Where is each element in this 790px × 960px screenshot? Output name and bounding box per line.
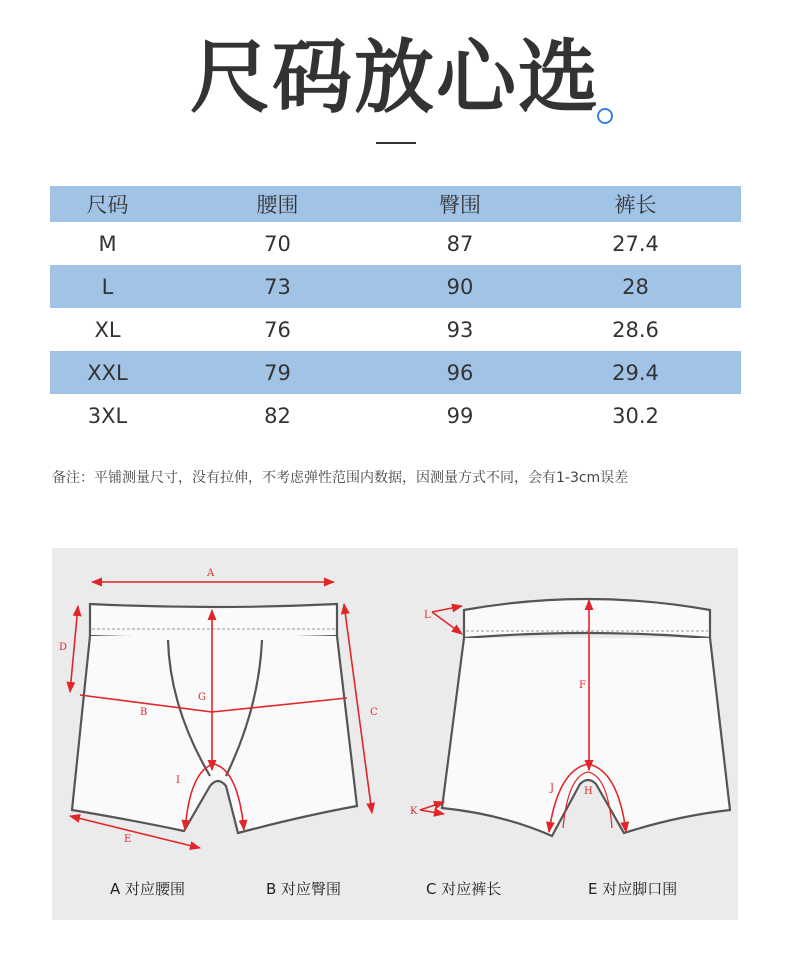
table-cell: 96 [390,351,530,394]
header-size: 尺码 [50,186,165,222]
letter-f: F [579,680,586,691]
page-title: 尺码放心选 [190,31,600,124]
table-row [50,265,741,308]
caption-length: C 对应裤长 [426,880,502,898]
title-underline [376,142,416,144]
back-view [442,599,730,836]
table-header-row [50,186,741,222]
caption-leg-opening: E 对应脚口围 [588,880,678,898]
size-table [50,186,741,437]
table-row [50,394,741,437]
header-hip: 臀围 [390,186,530,222]
letter-k: K [410,806,418,817]
table-cell: 76 [264,317,291,342]
table-cell: 30.2 [612,403,659,428]
table-row [50,222,741,265]
table-cell: 99 [446,403,474,428]
letter-g: G [198,692,206,703]
table-cell: 79 [165,351,390,394]
table-row [50,308,741,351]
letter-a: A [207,568,215,579]
table-cell: 93 [446,317,474,342]
measurement-note: 备注：平铺测量尺寸，没有拉伸，不考虑弹性范围内数据，因测量方式不同，会有1-3cm误差 [52,470,629,486]
caption-hip: B 对应臀围 [266,880,342,898]
table-cell: 87 [446,231,474,256]
table-cell: 29.4 [530,351,741,394]
boxer-diagram-svg [52,548,738,920]
table-cell: XL [94,317,121,342]
letter-i: I [176,775,180,786]
table-row [50,351,741,394]
header-length: 裤长 [530,186,741,222]
table-cell: XXL [50,351,165,394]
table-cell: 3XL [87,403,128,428]
table-cell: 73 [165,265,390,308]
letter-d: D [59,642,68,653]
circle-icon [597,108,613,124]
header-waist: 腰围 [165,186,390,222]
measurement-diagram [52,548,738,920]
letter-l: L [424,610,431,621]
table-cell: 90 [390,265,530,308]
letter-c: C [370,707,378,718]
front-view [72,604,357,833]
table-cell: M [98,231,117,256]
table-cell: 28 [530,265,741,308]
caption-waist: A 对应腰围 [110,880,186,898]
table-cell: 27.4 [612,231,659,256]
letter-b: B [140,707,148,718]
letter-e: E [124,834,132,845]
table-cell: 28.6 [612,317,659,342]
table-cell: 70 [264,231,291,256]
table-cell: 82 [264,403,291,428]
letter-h: H [584,786,593,797]
letter-j: J [550,783,555,794]
table-cell: L [50,265,165,308]
